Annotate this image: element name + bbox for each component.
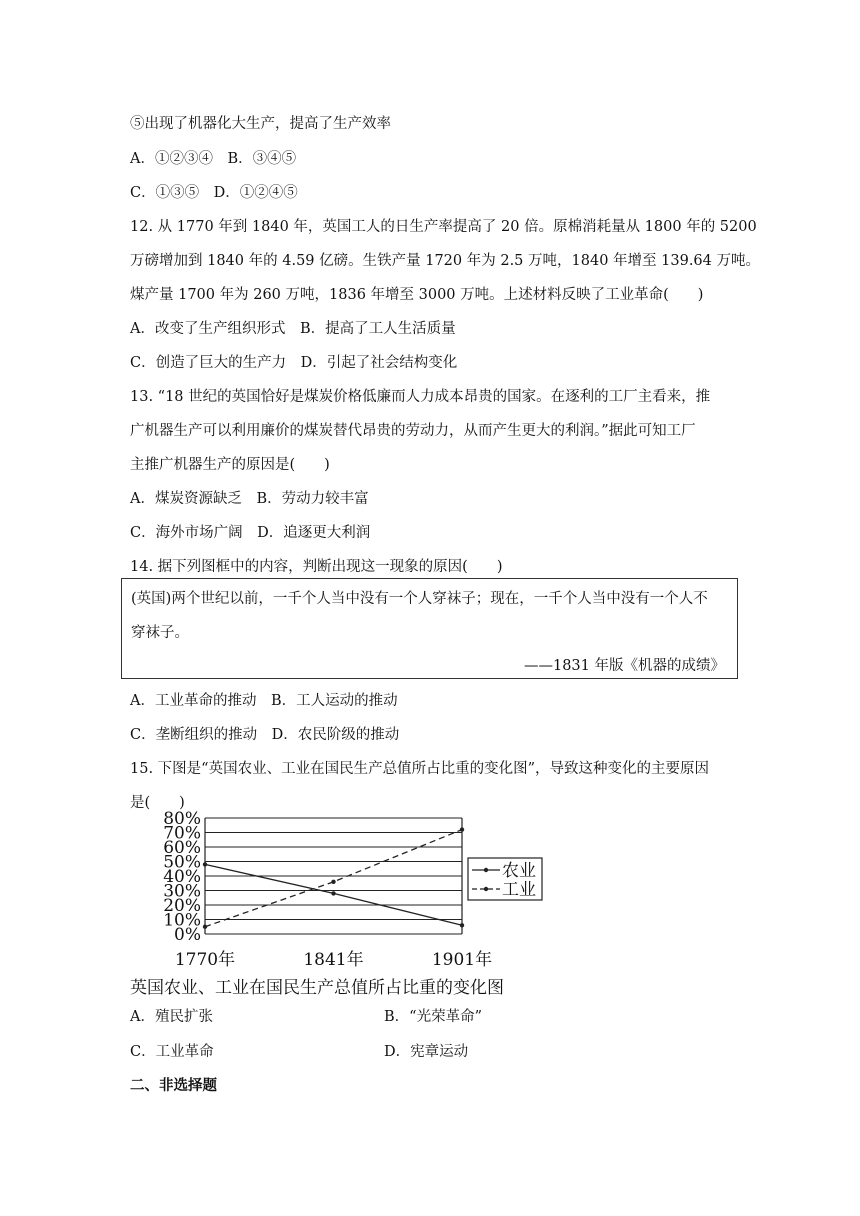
x-tick-label: 1841年 — [303, 950, 364, 970]
data-point — [203, 862, 207, 866]
legend-label: 农业 — [502, 861, 536, 881]
legend-label: 工业 — [502, 880, 536, 900]
q11-options-cd: C．①③⑤ D．①②④⑤ — [130, 185, 298, 201]
q13-stem-2: 广机器生产可以利用廉价的煤炭替代昂贵的劳动力，从而产生更大的利润。”据此可知工厂 — [130, 423, 696, 439]
legend-marker — [484, 868, 488, 872]
y-tick-label: 50% — [163, 852, 201, 873]
chart-caption: 英国农业、工业在国民生产总值所占比重的变化图 — [130, 978, 504, 998]
q13-stem-3: 主推广机器生产的原因是( ) — [130, 457, 330, 473]
data-point — [331, 891, 335, 895]
q15-option-d: D．宪章运动 — [384, 1044, 469, 1060]
x-tick-label: 1901年 — [431, 950, 493, 970]
q15-stem-2: 是( ) — [130, 795, 185, 811]
y-tick-label: 0% — [174, 925, 201, 945]
q15-option-b: B．“光荣革命” — [384, 1009, 482, 1025]
q12-stem-1: 12. 从 1770 年到 1840 年，英国工人的日生产率提高了 20 倍。原棉消耗量从 1800 年的 5200 — [130, 219, 757, 235]
q14-options-cd: C．垄断组织的推动 D．农民阶级的推动 — [130, 727, 400, 743]
y-tick-label: 80% — [163, 810, 201, 829]
q14-stem: 14. 据下列图框中的内容，判断出现这一现象的原因( ) — [130, 559, 503, 575]
y-tick-label: 70% — [163, 823, 201, 844]
option-line-5: ⑤出现了机器化大生产，提高了生产效率 — [130, 116, 391, 132]
y-tick-label: 20% — [163, 896, 201, 916]
series-line-2 — [205, 830, 462, 927]
q15-stem-1: 15. 下图是“英国农业、工业在国民生产总值所占比重的变化图”，导致这种变化的主要原因 — [130, 761, 709, 777]
section-heading: 二、非选择题 — [130, 1077, 217, 1094]
q11-options-ab: A．①②③④ B．③④⑤ — [130, 151, 297, 167]
data-point — [331, 880, 335, 884]
q15-option-a: A．殖民扩张 — [130, 1009, 213, 1025]
legend-marker — [484, 887, 488, 891]
data-point — [203, 925, 207, 929]
q12-stem-3: 煤产量 1700 年为 260 万吨，1836 年增至 3000 万吨。上述材料反映了工业革命( ) — [130, 287, 704, 303]
y-tick-label: 30% — [163, 881, 201, 902]
q13-options-cd: C．海外市场广阔 D．追逐更大利润 — [130, 525, 371, 541]
line-chart — [120, 810, 560, 975]
x-tick-label: 1770年 — [174, 950, 236, 970]
quote-box — [121, 578, 738, 679]
data-point — [460, 923, 464, 927]
y-tick-label: 60% — [163, 838, 201, 858]
data-point — [460, 827, 464, 831]
q12-stem-2: 万磅增加到 1840 年的 4.59 亿磅。生铁产量 1720 年为 2.5 万吨，1840 年增至 139.64 万吨。 — [130, 253, 760, 269]
q13-stem-1: 13. “18 世纪的英国恰好是煤炭价格低廉而人力成本昂贵的国家。在逐利的工厂主看来，推 — [130, 389, 711, 405]
q12-options-cd: C．创造了巨大的生产力 D．引起了社会结构变化 — [130, 355, 458, 371]
y-tick-label: 40% — [163, 867, 201, 887]
q13-options-ab: A．煤炭资源缺乏 B．劳动力较丰富 — [130, 491, 369, 507]
q14-options-ab: A．工业革命的推动 B．工人运动的推动 — [130, 693, 398, 709]
quote-line-1: (英国)两个世纪以前，一千个人当中没有一个人穿袜子；现在，一千个人当中没有一个人不 — [131, 591, 708, 607]
quote-line-2: 穿袜子。 — [131, 625, 189, 641]
y-tick-label: 10% — [163, 910, 201, 931]
q15-option-c: C．工业革命 — [130, 1044, 214, 1060]
q12-options-ab: A．改变了生产组织形式 B．提高了工人生活质量 — [130, 321, 456, 337]
quote-source: ——1831 年版《机器的成绩》 — [523, 658, 725, 674]
